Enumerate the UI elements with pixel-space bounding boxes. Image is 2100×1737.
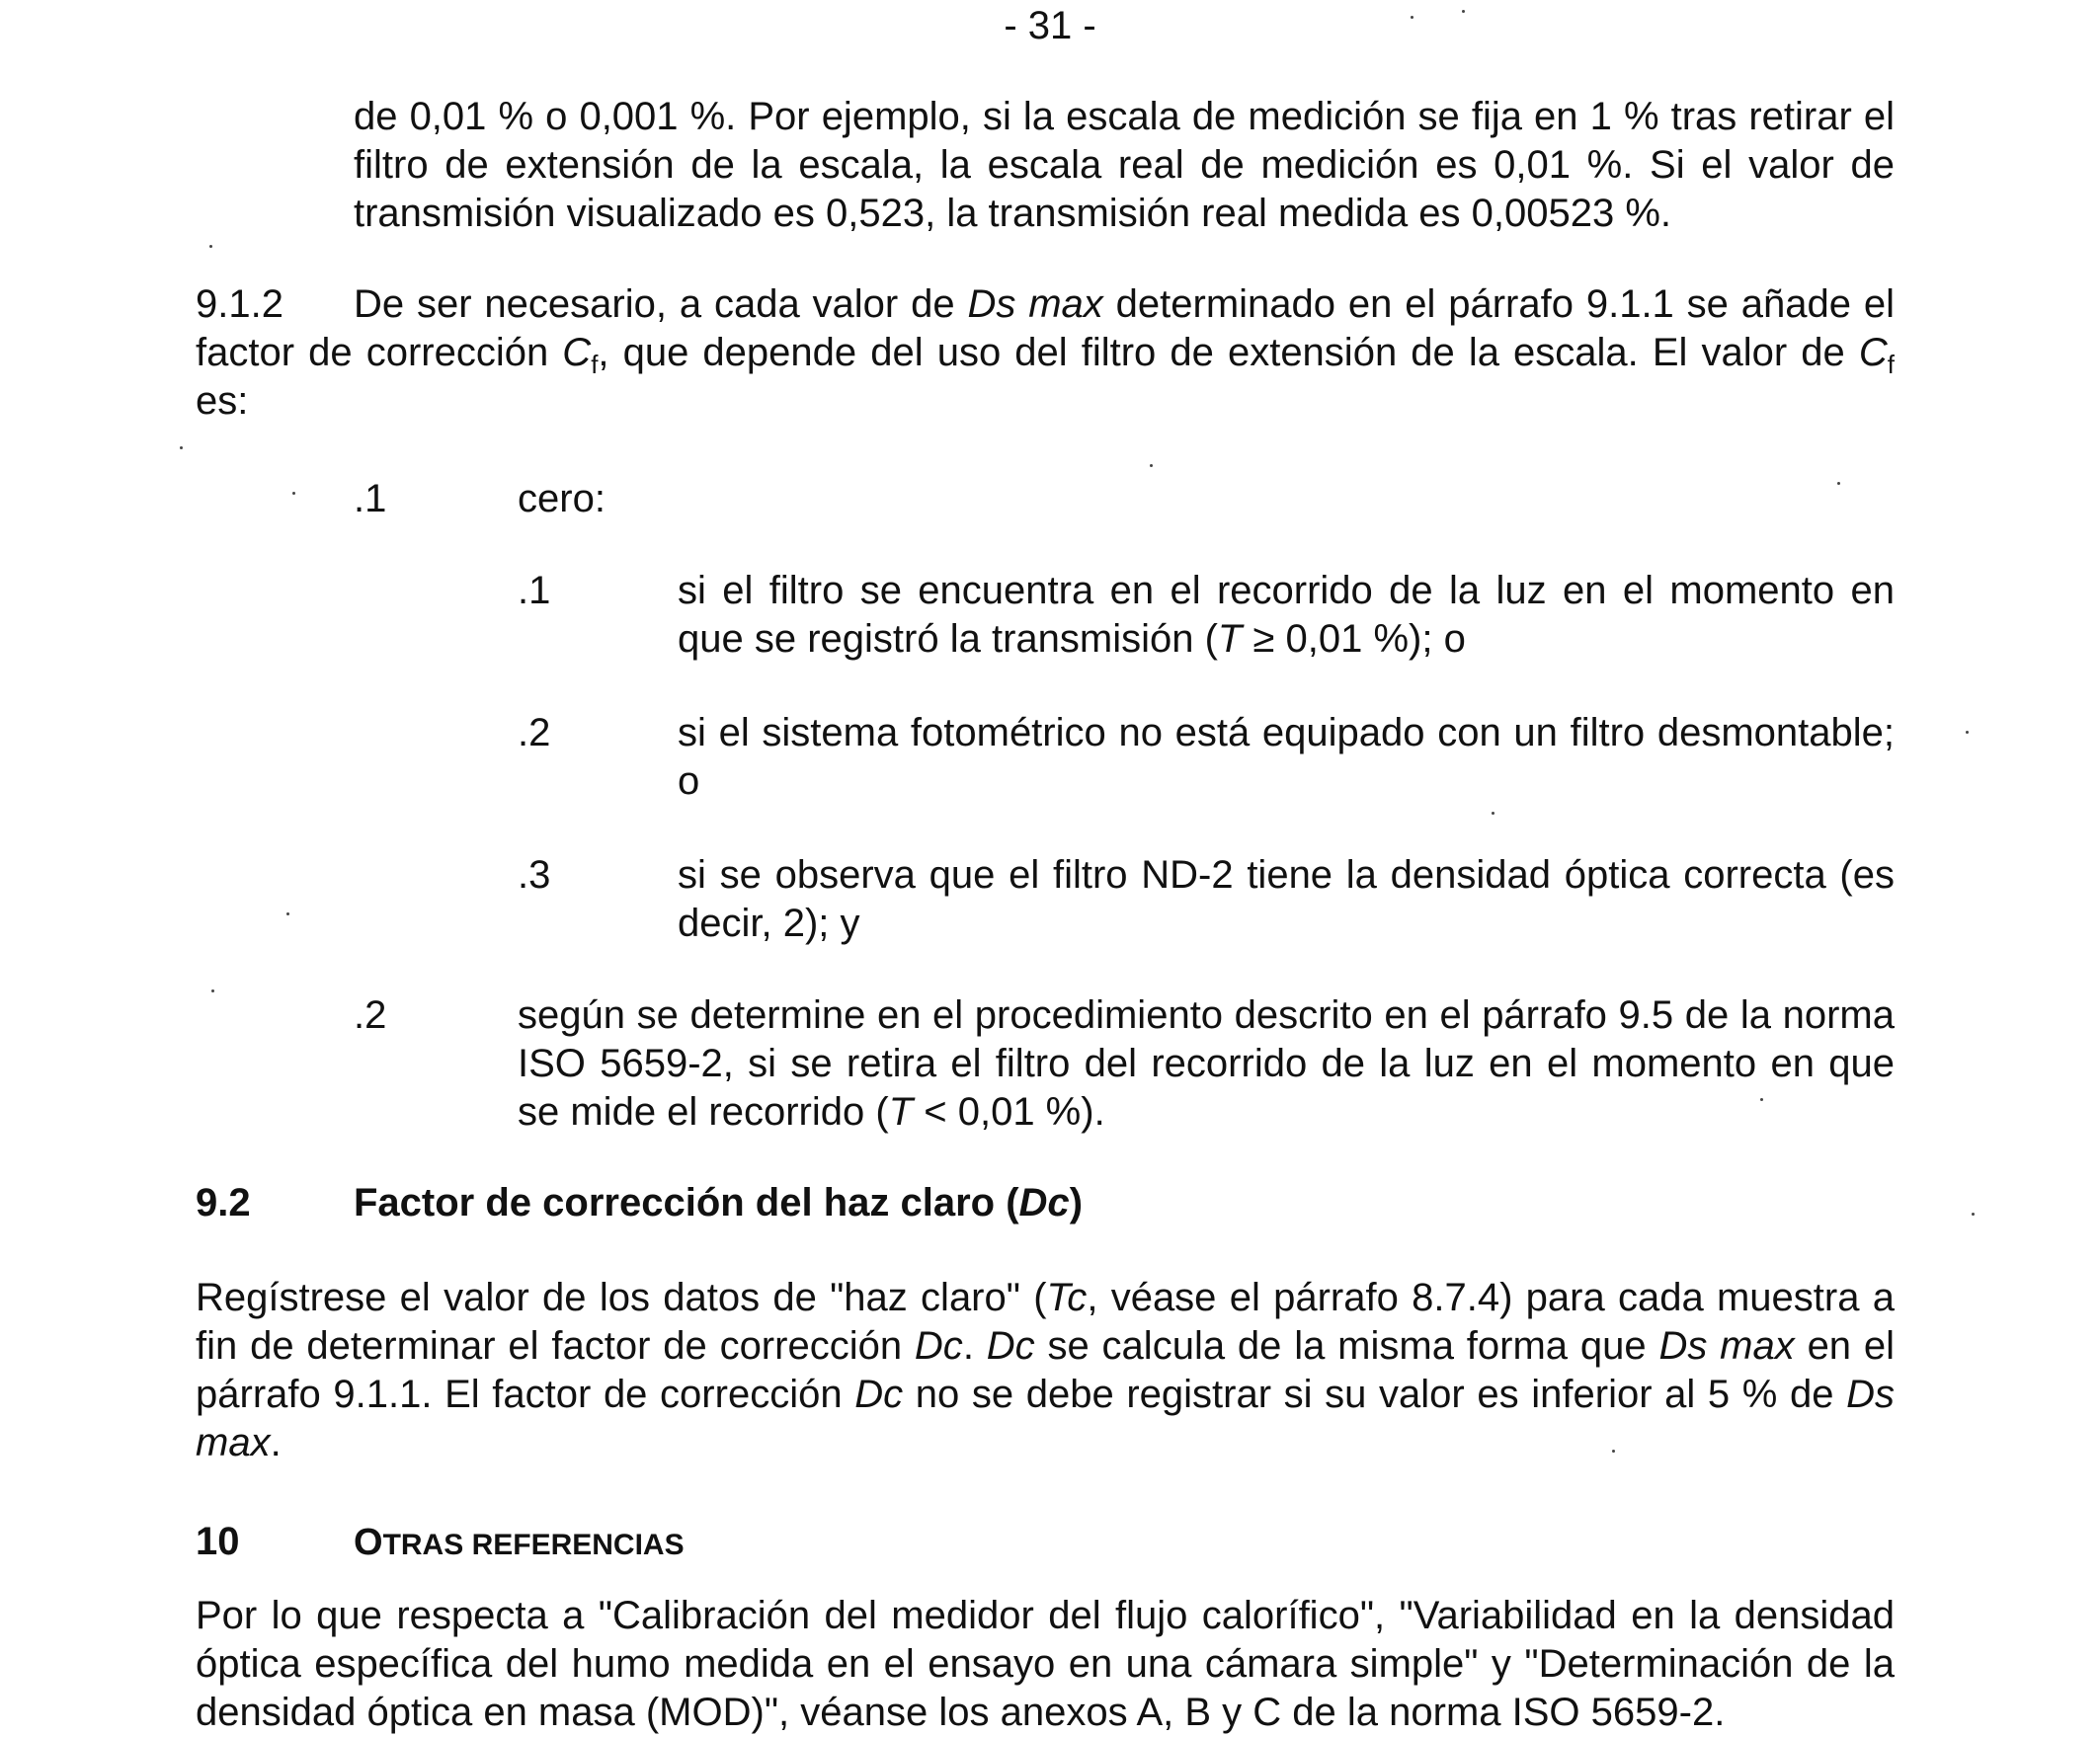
sub-item-2-number: .2 xyxy=(518,711,551,754)
item-1-number: .1 xyxy=(354,477,387,520)
section-10-title: OTRAS REFERENCIAS xyxy=(354,1522,685,1563)
item-2-number: .2 xyxy=(354,993,387,1037)
section-92-number: 9.2 xyxy=(196,1181,251,1224)
para-912-body: De ser necesario, a cada valor de Ds max determinado en el párrafo 9.1.1 se añade el factor de corrección $C_f$, que depende del uso del filtro de extensión de la escala. El valor de $C_f$ es: xyxy=(196,282,1895,423)
item-2-text: según se determine en el procedimiento descrito en el párrafo 9.5 de la norma ISO 5659-2, si se retira el filtro del recorrido de la luz en el momento en que se mide el recorrido (T < 0,01 %). xyxy=(518,993,1895,1134)
section-92-title: Factor de corrección del haz claro (Dc) xyxy=(354,1181,1084,1224)
para-912-number: 9.1.2 xyxy=(196,282,283,326)
para-10-body: Por lo que respecta a "Calibración del medidor del flujo calorífico", "Variabilidad en la densidad óptica específica del humo medida en el ensayo en una cámara simple" y "Determinación de la densidad óptica en masa (MOD)", véanse los anexos A, B y C de la norma ISO 5659-2. xyxy=(196,1594,1895,1734)
sub-item-1-number: .1 xyxy=(518,569,551,612)
sub-item-3-text: si se observa que el filtro ND-2 tiene la densidad óptica correcta (es decir, 2); y xyxy=(678,853,1895,945)
sub-item-2-text: si el sistema fotométrico no está equipado con un filtro desmontable; o xyxy=(678,711,1895,803)
sub-item-1-text: si el filtro se encuentra en el recorrido de la luz en el momento en que se registró la transmisión (T ≥ 0,01 %); o xyxy=(678,569,1895,661)
intro-paragraph: de 0,01 % o 0,001 %. Por ejemplo, si la escala de medición se fija en 1 % tras retirar el filtro de extensión de la escala, la escala real de medición es 0,01 %. Si el valor de transmisión visualizado es 0,523, la transmisión real medida es 0,00523 %. xyxy=(354,95,1895,235)
item-1-label: cero: xyxy=(518,477,606,520)
page-number: - 31 - xyxy=(1004,4,1096,47)
section-10-number: 10 xyxy=(196,1520,240,1563)
para-92-body: Regístrese el valor de los datos de "haz claro" (Tc, véase el párrafo 8.7.4) para cada muestra a fin de determinar el factor de corrección Dc. Dc se calcula de la misma forma que Ds max en el párrafo 9.1.1. El factor de corrección Dc no se debe registrar si su valor es inferior al 5 % de Ds max. xyxy=(196,1276,1896,1464)
sub-item-3-number: .3 xyxy=(518,853,551,897)
